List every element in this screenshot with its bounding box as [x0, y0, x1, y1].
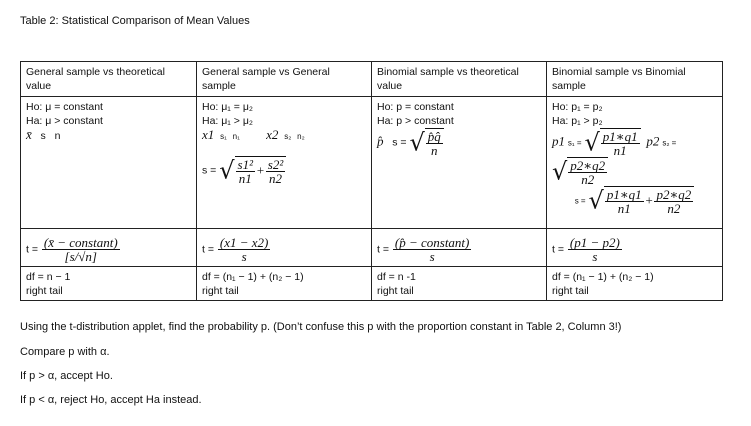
hypothesis-cell-2 [197, 97, 372, 229]
table-caption: Table 2: Statistical Comparison of Mean Values [20, 15, 250, 27]
null-hypothesis: Ho: p₁ = p₂ [552, 101, 603, 113]
df-cell-2: df = (n₁ − 1) + (n₂ − 1) right tail [197, 267, 372, 301]
null-hypothesis: Ho: p = constant [377, 101, 454, 113]
t-cell-1: t = $\frac{\text{(x̄ − constant)}}{[s/√n]}$ [21, 229, 197, 267]
null-hypothesis: Ho: μ₁ = μ₂ [202, 101, 253, 113]
variables: x̄ s n [26, 127, 61, 142]
header-cell-3: Binomial sample vs theoretical value [372, 62, 547, 97]
instruction-accept: If p > α, accept Ho. [20, 370, 113, 382]
null-hypothesis: Ho: μ = constant [26, 101, 103, 113]
header-cell-4: Binomial sample vs Binomial sample [547, 62, 723, 97]
header-cell-1: General sample vs theoretical value [21, 62, 197, 97]
alt-hypothesis: Ha: μ₁ > μ₂ [202, 115, 253, 127]
df-cell-4: df = (n₁ − 1) + (n₂ − 1) right tail [547, 267, 723, 301]
instruction-compare: Compare p with α. [20, 346, 110, 358]
hypothesis-row [21, 97, 723, 229]
alt-hypothesis: Ha: p₁ > p₂ [552, 115, 603, 127]
s1-formula: p1 s₁ = √ $\frac{p1∗q1}{n1}$ p2 s₂ = [552, 128, 677, 158]
variables: x1 s₁ n₁ x2 s₂ n₂ [202, 127, 305, 142]
header-row [21, 62, 723, 97]
instruction-reject: If p < α, reject Ho, accept Ha instead. [20, 394, 202, 406]
hypothesis-cell-1 [21, 97, 197, 229]
header-cell-2: General sample vs General sample [197, 62, 372, 97]
hypothesis-cell-4 [547, 97, 723, 229]
pooled-s-formula: s = √ $\frac{p1∗q1}{n1}$ + $\frac{p2∗q2}{n2}$ [552, 186, 717, 215]
t-cell-3: t = $\frac{\text{(p̂ − constant)}}{s}$ [372, 229, 547, 267]
comparison-table [20, 61, 723, 301]
t-cell-2: t = $\frac{(x1 - x2)}{s}$ [197, 229, 372, 267]
df-cell-3: df = n -1 right tail [372, 267, 547, 301]
df-cell-1: df = n − 1 right tail [21, 267, 197, 301]
alt-hypothesis: Ha: μ > constant [26, 115, 103, 127]
df-row [21, 267, 723, 301]
alt-hypothesis: Ha: p > constant [377, 115, 454, 127]
t-cell-4: t = $\frac{(p1 - p2)}{s}$ [547, 229, 723, 267]
t-statistic-row [21, 229, 723, 267]
instruction-applet: Using the t-distribution applet, find the probability p. (Don’t confuse this p with the proportion constant in Table 2, Column 3!) [20, 321, 622, 333]
pooled-s-formula: s = √ $\frac{\text{s1²}}{n1}$ + $\frac{\text{s2²}}{n2}$ [202, 156, 366, 185]
hypothesis-cell-3 [372, 97, 547, 229]
s2-formula: √ $\frac{p2∗q2}{n2}$ [552, 157, 717, 186]
s-formula: p̂ s = √ $\frac{p̂q̂}{n}$ [377, 128, 541, 157]
